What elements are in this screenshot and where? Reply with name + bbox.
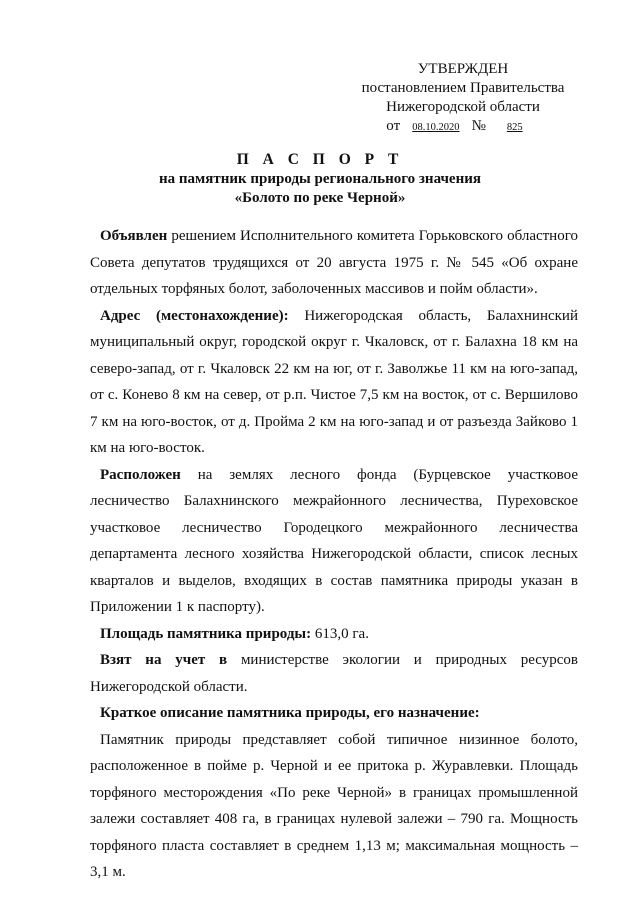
- approval-from-label: от: [386, 118, 401, 134]
- label-area: Площадь памятника природы:: [100, 625, 312, 642]
- text-area: 613,0 га.: [314, 625, 369, 642]
- document-body: [90, 223, 578, 886]
- paragraph-declared: [90, 223, 578, 303]
- paragraph-area: [90, 621, 578, 648]
- text-located: на землях лесного фонда (Бурцевское участковое лесничество Балахнинского межрайонного лесничества, Пуреховское участковое лесничество Городецкого межрайонного лесничества департамента лесного хозяйства Нижегородской области, список лесных кварталов и выделов, входящих в состав памятника природы указан в Приложении 1 к паспорту).: [90, 466, 578, 615]
- approval-number: 825: [506, 122, 523, 133]
- paragraph-description-heading: [90, 700, 578, 727]
- approval-date-number-row: [352, 117, 574, 137]
- paragraph-registered: [90, 647, 578, 700]
- approval-stamp: [352, 60, 574, 137]
- approval-line-resolution: постановлением Правительства: [361, 80, 565, 96]
- text-description: Памятник природы представляет собой типичное низинное болото, расположенное в пойме р. Черной и ее притока р. Журавлевки. Площадь торфяного месторождения «По реке Черной» в границах промышленной залежи составляет 408 га, в границах нулевой залежи – 790 га. Мощность торфяного пласта составляет в среднем 1,13 м; максимальная мощность – 3,1 м.: [90, 731, 578, 880]
- paragraph-address: [90, 303, 578, 462]
- title-passport: П А С П О Р Т: [236, 151, 404, 168]
- label-declared: Объявлен: [100, 228, 168, 244]
- text-declared: решением Исполнительного комитета Горьковского областного Совета депутатов трудящихся от 20 августа 1975 г. № 545 «Об охране отдельных торфяных болот, заболоченных массивов и пойм области».: [90, 228, 578, 297]
- paragraph-located: [90, 462, 578, 621]
- label-registered: Взят на учет в: [100, 652, 228, 668]
- text-registered: министерстве экологии и природных ресурсов Нижегородской области.: [90, 652, 579, 695]
- approval-date: 08.10.2020: [412, 122, 460, 133]
- paragraph-description: [90, 727, 578, 886]
- label-address: Адрес (местонахождение):: [100, 307, 289, 324]
- document-title: [100, 150, 540, 208]
- approval-heading: УТВЕРЖДЕН: [417, 61, 509, 77]
- label-description: Краткое описание памятника природы, его назначение:: [100, 705, 480, 721]
- title-name: «Болото по реке Черной»: [234, 190, 406, 206]
- approval-line-region: Нижегородской области: [386, 99, 540, 115]
- label-located: Расположен: [100, 466, 181, 483]
- title-subject: на памятник природы регионального значения: [159, 171, 481, 187]
- text-address: Нижегородская область, Балахнинский муниципальный округ, городской округ г. Чкаловск, от г. Балахна 18 км на северо-запад, от г. Чкаловск 22 км на юг, от г. Заволжье 11 км на юго-запад, от с. Конево 8 км на север, от р.п. Чистое 7,5 км на восток, от с. Вершилово 7 км на юго-восток, от д. Пройма 2 км на юго-запад и от разъезда Зайково 1 км на юго-восток.: [90, 307, 578, 456]
- approval-number-sign: №: [471, 118, 486, 134]
